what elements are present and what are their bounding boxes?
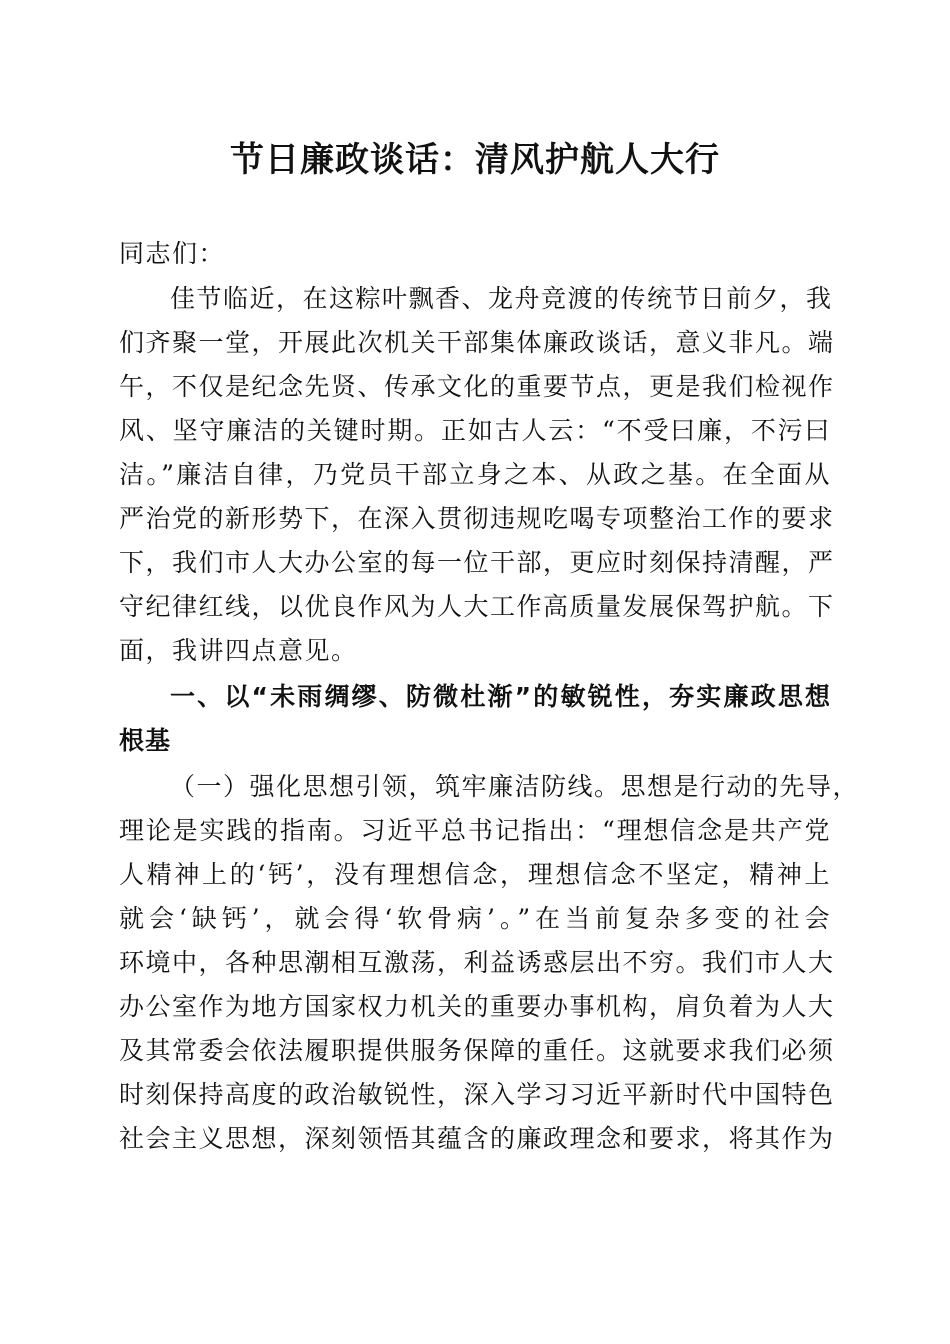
body-line: 环境中，各种思潮相互激荡，利益诱惑层出不穷。我们市人大 (119, 948, 835, 977)
document-title: 节日廉政谈话：清风护航人大行 (230, 140, 720, 180)
body-line: 严治党的新形势下，在深入贯彻违规吃喝专项整治工作的要求 (119, 504, 835, 533)
body-line: 及其常委会依法履职提供服务保障的重任。这就要求我们必须 (119, 1036, 835, 1065)
section-heading-continued: 根基 (119, 726, 172, 755)
body-line: 面，我讲四点意见。 (119, 636, 358, 665)
body-line: 社会主义思想，深刻领悟其蕴含的廉政理念和要求，将其作为 (119, 1124, 835, 1153)
salutation: 同志们： (119, 239, 226, 268)
body-line: 佳节临近，在这粽叶飘香、龙舟竞渡的传统节日前夕，我 (170, 284, 833, 313)
body-line: 下，我们市人大办公室的每一位干部，更应时刻保持清醒，严 (119, 548, 835, 577)
body-line: 们齐聚一堂，开展此次机关干部集体廉政谈话，意义非凡。端 (119, 328, 835, 357)
body-line: 办公室作为地方国家权力机关的重要办事机构，肩负着为人大 (119, 992, 835, 1021)
body-line: 洁。”廉洁自律，乃党员干部立身之本、从政之基。在全面从 (119, 460, 831, 489)
section-heading: 一、以“未雨绸缪、防微杜渐”的敏锐性，夯实廉政思想 (170, 682, 831, 711)
body-line: 就会‘缺钙’，就会得‘软骨病’。”在当前复杂多变的社会 (119, 904, 831, 933)
body-line: 人精神上的‘钙’，没有理想信念，理想信念不坚定，精神上 (119, 860, 831, 889)
body-line: 风、坚守廉洁的关键时期。正如古人云：“不受曰廉，不污曰 (119, 416, 831, 445)
body-line: 时刻保持高度的政治敏锐性，深入学习习近平新时代中国特色 (119, 1080, 835, 1109)
body-line: 午，不仅是纪念先贤、传承文化的重要节点，更是我们检视作 (119, 372, 835, 401)
body-line: 理论是实践的指南。习近平总书记指出：“理想信念是共产党 (119, 816, 831, 845)
subsection-line: （一）强化思想引领，筑牢廉洁防线。思想是行动的先导， (170, 772, 860, 801)
body-line: 守纪律红线，以优良作风为人大工作高质量发展保驾护航。下 (119, 592, 835, 621)
